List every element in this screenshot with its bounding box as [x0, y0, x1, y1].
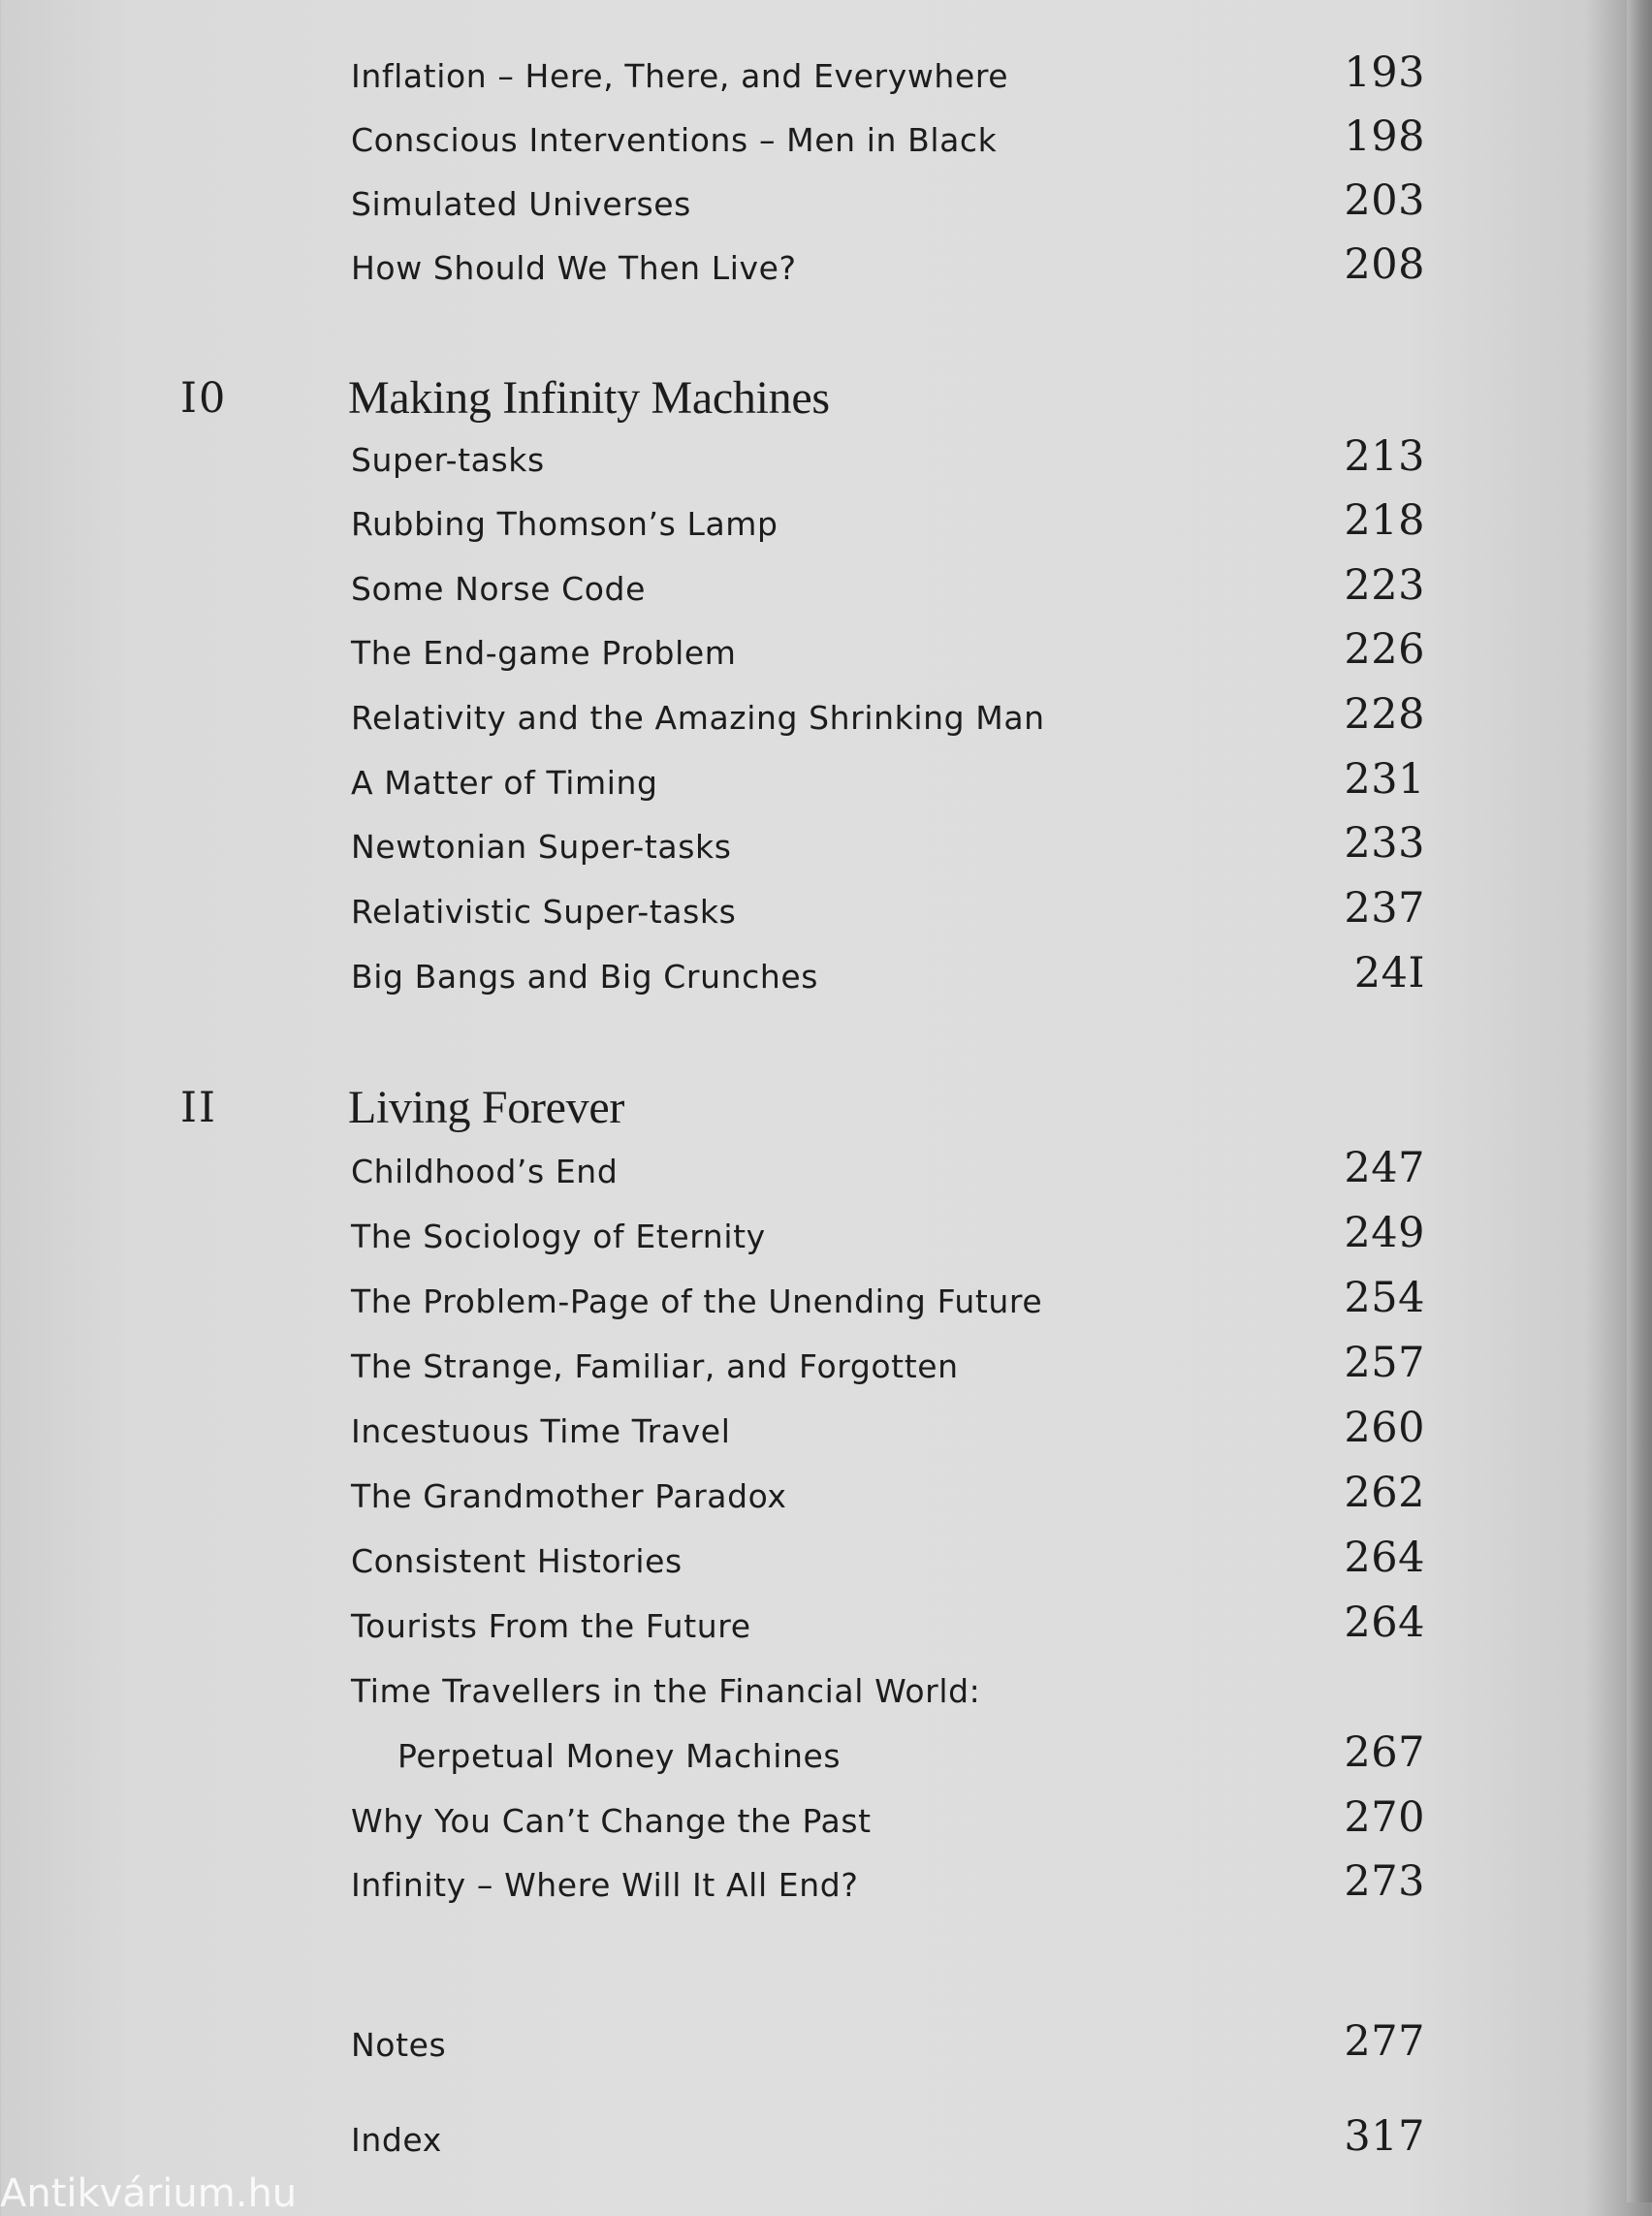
toc-entry [0, 751, 1652, 809]
toc-entry [0, 492, 1652, 551]
toc-entry-notes [0, 2013, 1652, 2072]
entry-title: Consistent Histories [351, 1542, 683, 1580]
toc-entry [0, 1725, 1652, 1783]
entry-title: The Strange, Familiar, and Forgotten [351, 1347, 959, 1385]
entry-title: Rubbing Thomson’s Lamp [351, 505, 778, 543]
toc-entry [0, 109, 1652, 167]
toc-entry [0, 621, 1652, 680]
chapter-title: Living Forever [348, 1082, 625, 1133]
entry-title: Relativity and the Amazing Shrinking Man [351, 699, 1045, 737]
entry-page: 213 [1344, 432, 1425, 481]
chapter-11-heading [0, 1078, 1652, 1136]
toc-entry [0, 945, 1652, 1003]
toc-entry [0, 1140, 1652, 1198]
entry-page: 237 [1344, 884, 1425, 933]
entry-page: 231 [1344, 755, 1425, 804]
entry-page: 226 [1344, 625, 1425, 674]
toc-entry [0, 815, 1652, 873]
entry-title: The Sociology of Eternity [351, 1218, 766, 1255]
toc-entry [0, 1400, 1652, 1458]
entry-page: 247 [1344, 1144, 1425, 1192]
entry-title: Index [351, 2121, 442, 2159]
entry-page: 262 [1344, 1469, 1425, 1517]
entry-title: Super-tasks [351, 441, 545, 479]
toc-entry [0, 1530, 1652, 1588]
entry-page: 254 [1344, 1274, 1425, 1322]
toc-entry-index [0, 2108, 1652, 2167]
entry-title: Inflation – Here, There, and Everywhere [351, 57, 1009, 95]
entry-page: 270 [1344, 1793, 1425, 1842]
toc-entry [0, 173, 1652, 231]
chapter-number: II [180, 1084, 217, 1132]
entry-page: 218 [1344, 496, 1425, 545]
entry-title: Relativistic Super-tasks [351, 893, 737, 931]
entry-page: 273 [1344, 1857, 1425, 1906]
entry-title: A Matter of Timing [351, 764, 658, 802]
toc-entry [0, 237, 1652, 295]
toc-entry [0, 1270, 1652, 1328]
entry-page: 198 [1344, 112, 1425, 161]
entry-title: Simulated Universes [351, 185, 691, 223]
entry-title: Tourists From the Future [351, 1607, 751, 1645]
toc-entry [0, 880, 1652, 938]
entry-page: 208 [1344, 240, 1425, 289]
toc-entry [0, 1205, 1652, 1263]
entry-page: 264 [1344, 1534, 1425, 1582]
entry-title: Big Bangs and Big Crunches [351, 958, 819, 996]
entry-title: Infinity – Where Will It All End? [351, 1866, 859, 1904]
entry-title: The Problem-Page of the Unending Future [351, 1282, 1043, 1320]
entry-page: 203 [1344, 176, 1425, 225]
toc-entry [0, 686, 1652, 744]
toc-entry [0, 557, 1652, 616]
entry-page: 249 [1344, 1209, 1425, 1257]
entry-page: 223 [1344, 561, 1425, 610]
toc-entry [0, 1660, 1652, 1718]
entry-title: Time Travellers in the Financial World: [351, 1672, 981, 1710]
toc-entry [0, 1465, 1652, 1523]
entry-title: Why You Can’t Change the Past [351, 1802, 872, 1840]
entry-title: Childhood’s End [351, 1153, 619, 1190]
toc-entry [0, 428, 1652, 487]
watermark: Antikvárium.hu [0, 2171, 298, 2216]
entry-page: 317 [1344, 2112, 1425, 2161]
entry-page: 267 [1344, 1728, 1425, 1777]
chapter-number: I0 [180, 374, 228, 423]
entry-page: 260 [1344, 1404, 1425, 1452]
entry-title: Incestuous Time Travel [351, 1412, 731, 1450]
entry-page: 193 [1344, 48, 1425, 97]
toc-entry [0, 1335, 1652, 1393]
entry-page: 24I [1353, 949, 1425, 997]
toc-entry [0, 1595, 1652, 1653]
entry-title: Notes [351, 2026, 447, 2064]
entry-page: 228 [1344, 690, 1425, 739]
entry-page: 277 [1344, 2017, 1425, 2066]
chapter-title: Making Infinity Machines [348, 372, 830, 424]
entry-title: The End-game Problem [351, 634, 737, 672]
entry-title: How Should We Then Live? [351, 249, 797, 287]
toc-entry [0, 1853, 1652, 1912]
chapter-10-heading [0, 368, 1652, 427]
entry-title: Conscious Interventions – Men in Black [351, 121, 998, 159]
entry-title: Some Norse Code [351, 570, 646, 608]
entry-page: 233 [1344, 819, 1425, 868]
toc-entry [0, 45, 1652, 103]
toc-entry [0, 1789, 1652, 1848]
entry-title: Newtonian Super-tasks [351, 828, 732, 866]
entry-title: The Grandmother Paradox [351, 1477, 787, 1515]
entry-page: 264 [1344, 1599, 1425, 1647]
entry-title: Perpetual Money Machines [397, 1737, 842, 1775]
entry-page: 257 [1344, 1339, 1425, 1387]
